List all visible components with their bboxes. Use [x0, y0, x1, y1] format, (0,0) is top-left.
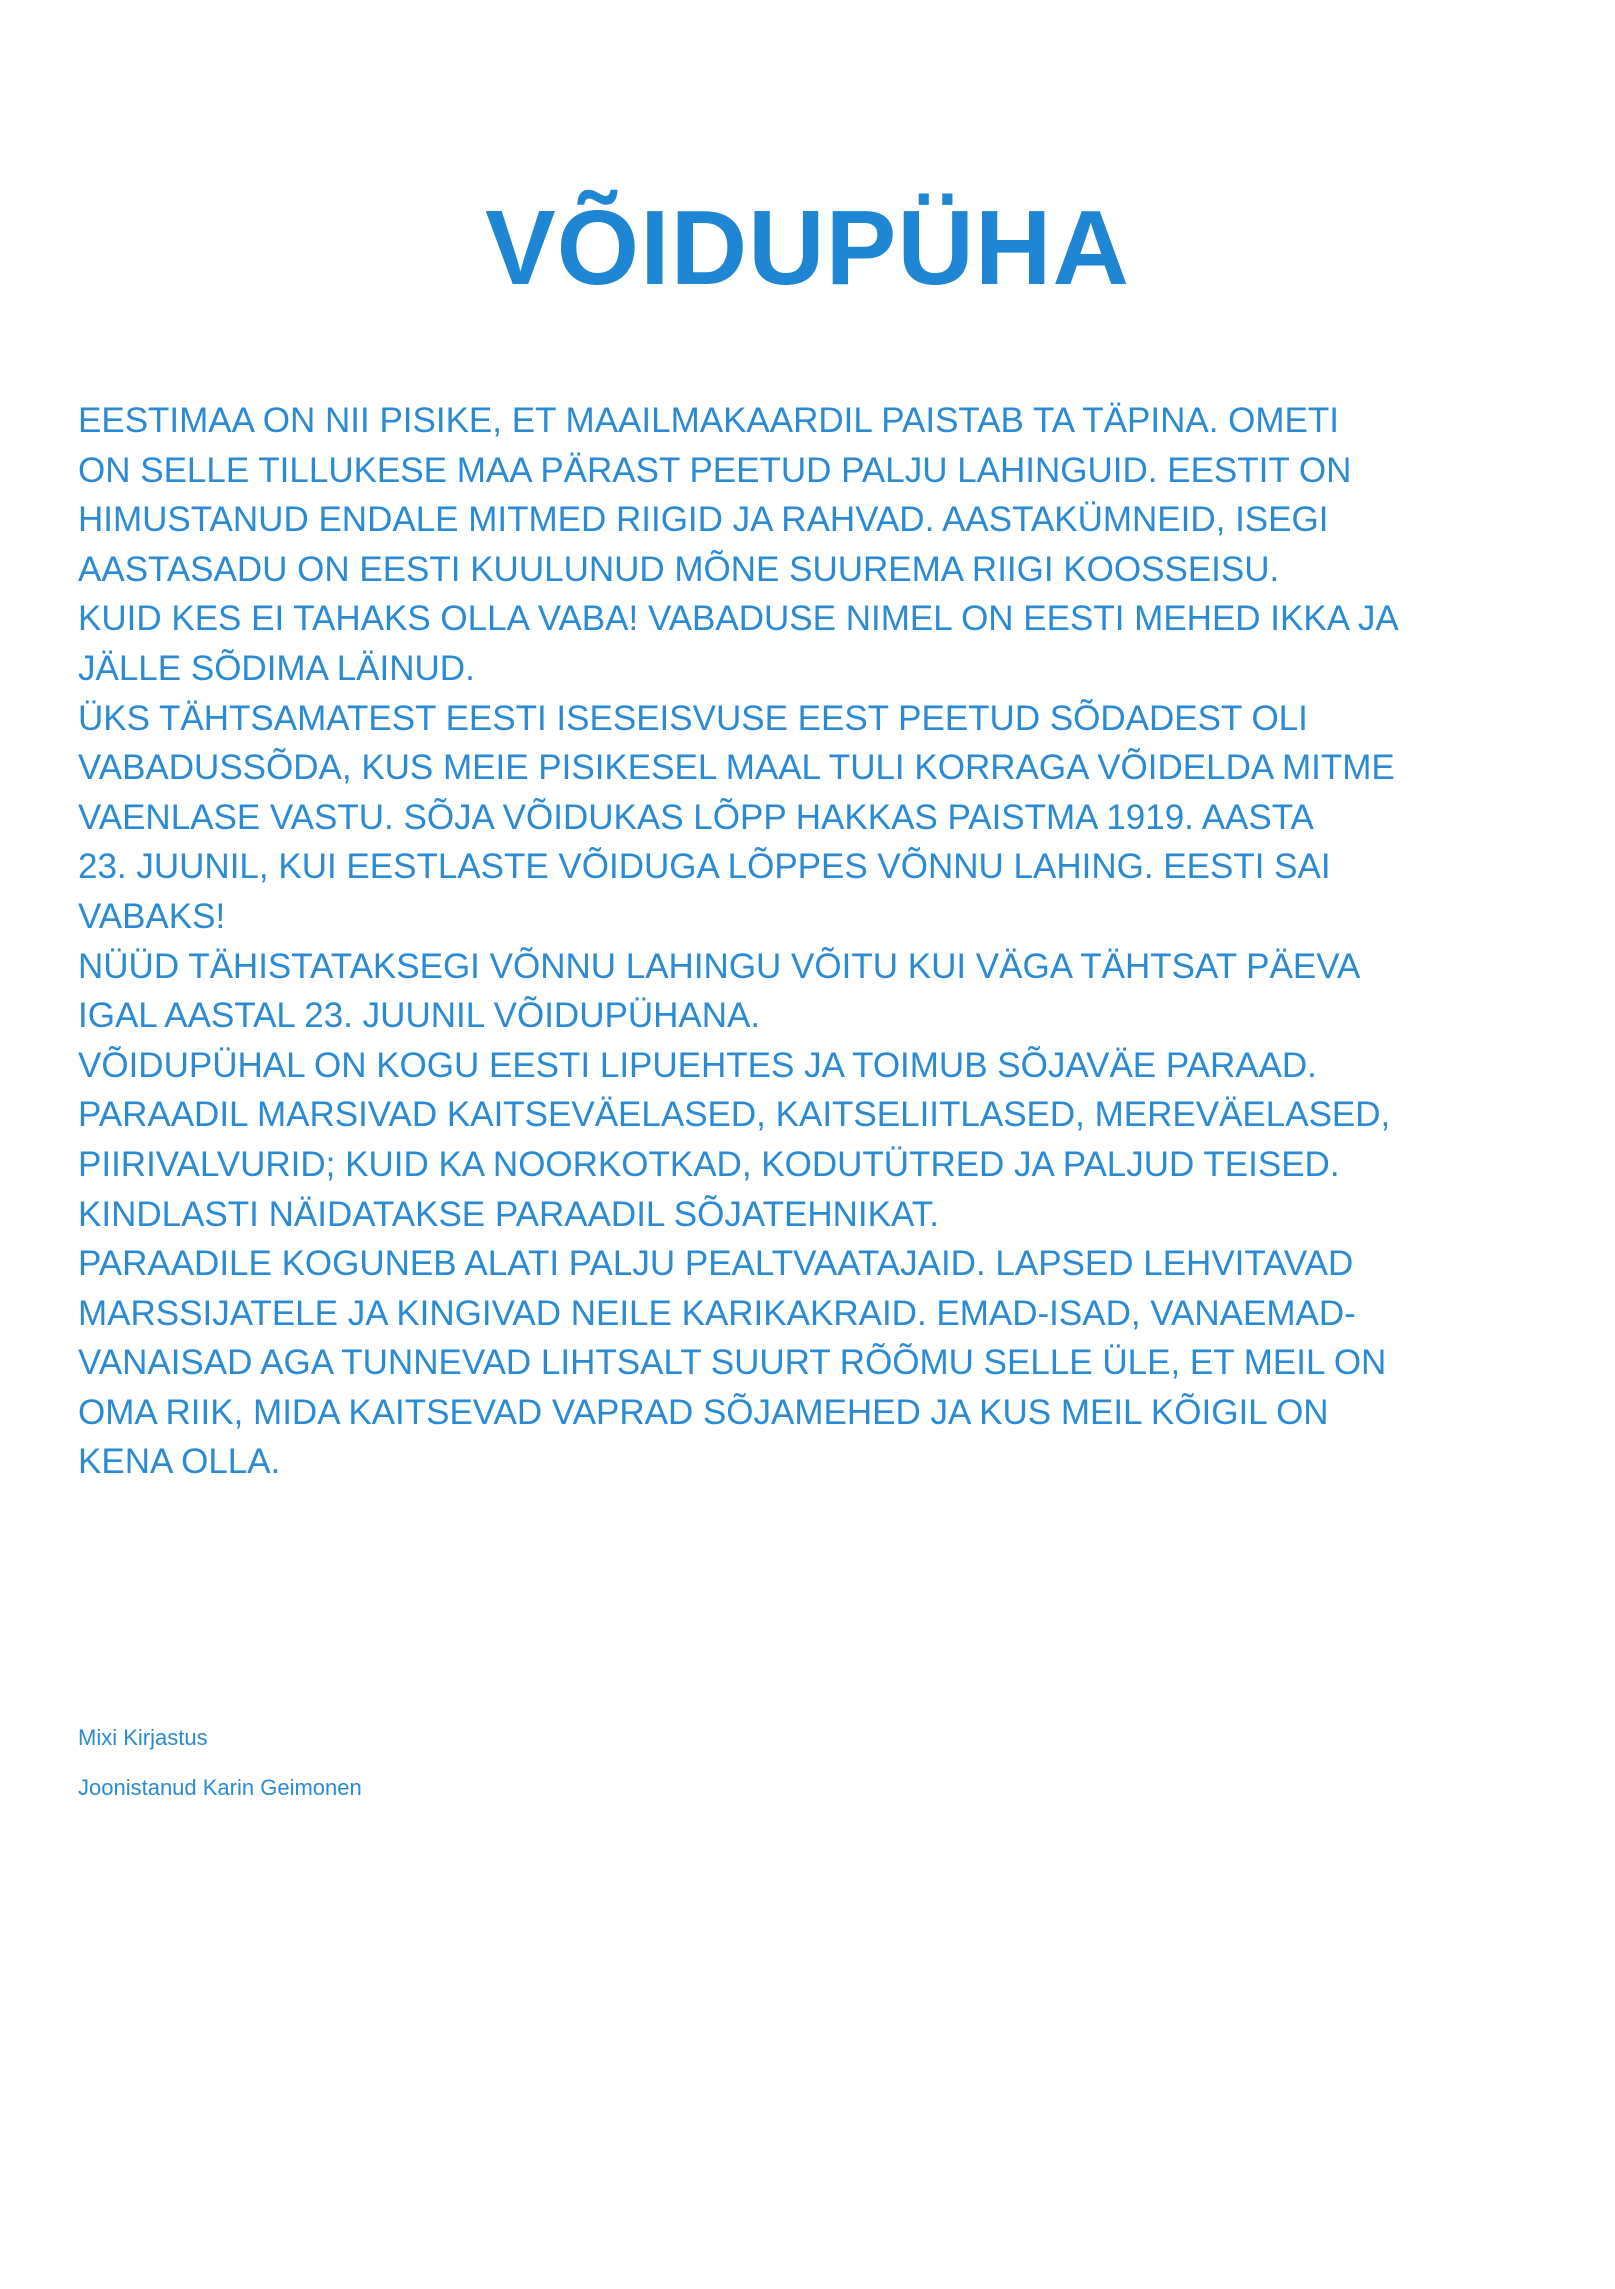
text-line: VÕIDUPÜHAL ON KOGU EESTI LIPUEHTES JA TOIMUB SÕJAVÄE PARAAD. [78, 1045, 1317, 1085]
text-line: VANAISAD AGA TUNNEVAD LIHTSALT SUURT RÕÕMU SELLE ÜLE, ET MEIL ON [78, 1343, 1387, 1383]
text-line: PARAADIL MARSIVAD KAITSEVÄELASED, KAITSELIITLASED, MEREVÄELASED, [78, 1095, 1391, 1135]
text-line: OMA RIIK, MIDA KAITSEVAD VAPRAD SÕJAMEHED JA KUS MEIL KÕIGIL ON [78, 1392, 1329, 1432]
text-line: JÄLLE SÕDIMA LÄINUD. [78, 648, 475, 688]
body-paragraph [78, 396, 1598, 1487]
illustrator-credit: Joonistanud Karin Geimonen [78, 1775, 362, 1800]
text-line: KUID KES EI TAHAKS OLLA VABA! VABADUSE NIMEL ON EESTI MEHED IKKA JA [78, 599, 1399, 639]
text-line: ON SELLE TILLUKESE MAA PÄRAST PEETUD PALJU LAHINGUID. EESTIT ON [78, 450, 1352, 490]
text-line: AASTASADU ON EESTI KUULUNUD MÕNE SUUREMA RIIGI KOOSSEISU. [78, 549, 1280, 589]
text-line: PARAADILE KOGUNEB ALATI PALJU PEALTVAATAJAID. LAPSED LEHVITAVAD [78, 1244, 1354, 1284]
text-line: 23. JUUNIL, KUI EESTLASTE VÕIDUGA LÕPPES VÕNNU LAHING. EESTI SAI [78, 847, 1331, 887]
text-line: PIIRIVALVURID; KUID KA NOORKOTKAD, KODUTÜTRED JA PALJUD TEISED. [78, 1144, 1340, 1184]
text-line: HIMUSTANUD ENDALE MITMED RIIGID JA RAHVAD. AASTAKÜMNEID, ISEGI [78, 500, 1329, 540]
page-title: VÕIDUPÜHA [484, 189, 1131, 307]
text-line: VABAKS! [78, 896, 226, 936]
text-line: ÜKS TÄHTSAMATEST EESTI ISESEISVUSE EEST PEETUD SÕDADEST OLI [78, 698, 1308, 738]
publisher-credit: Mixi Kirjastus [78, 1725, 208, 1750]
text-line: NÜÜD TÄHISTATAKSEGI VÕNNU LAHINGU VÕITU KUI VÄGA TÄHTSAT PÄEVA [78, 946, 1361, 986]
text-line: VAENLASE VASTU. SÕJA VÕIDUKAS LÕPP HAKKAS PAISTMA 1919. AASTA [78, 797, 1314, 837]
text-line: EESTIMAA ON NII PISIKE, ET MAAILMAKAARDIL PAISTAB TA TÄPINA. OMETI [78, 401, 1339, 440]
text-line: MARSSIJATELE JA KINGIVAD NEILE KARIKAKRAID. EMAD-ISAD, VANAEMAD- [78, 1293, 1356, 1333]
text-line: VABADUSSÕDA, KUS MEIE PISIKESEL MAAL TULI KORRAGA VÕIDELDA MITME [78, 748, 1395, 788]
text-line: KINDLASTI NÄIDATAKSE PARAADIL SÕJATEHNIKAT. [78, 1194, 939, 1234]
text-line: KENA OLLA. [78, 1442, 281, 1482]
text-line: IGAL AASTAL 23. JUUNIL VÕIDUPÜHANA. [78, 996, 761, 1036]
credits [78, 1713, 362, 1813]
